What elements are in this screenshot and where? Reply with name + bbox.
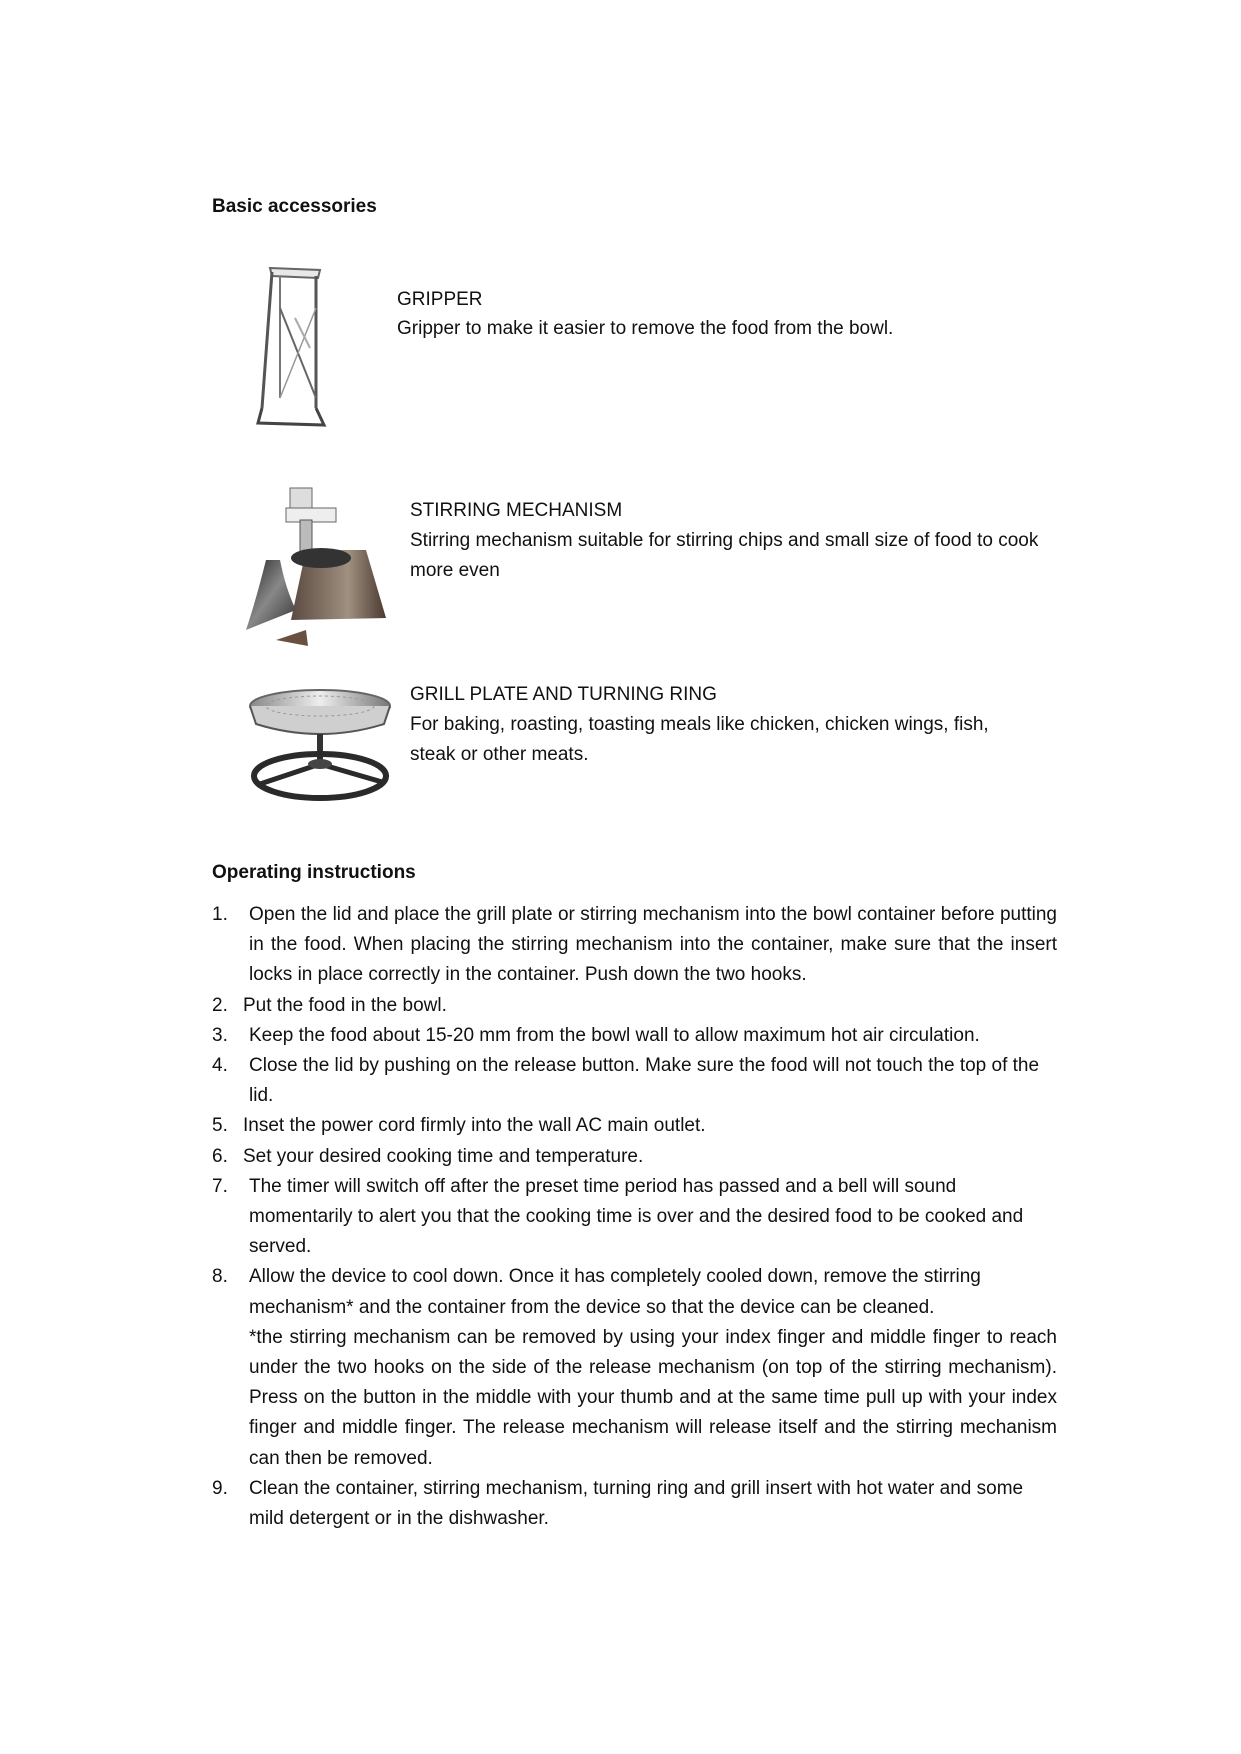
section-heading-basic-accessories: Basic accessories [212,196,377,217]
step-text: The timer will switch off after the preset time period has passed and a bell will sound momentarily to alert you that the cooking time is over and the desired food to be cooked and served. [249,1175,1024,1258]
accessory-desc-stirring-mechanism: Stirring mechanism suitable for stirring chips and small size of food to cook more even [410,530,1039,581]
step-text: Set your desired cooking time and temperature. [243,1145,644,1167]
gripper-image [240,258,380,458]
list-item [212,1262,1057,1473]
operating-steps-list [212,900,1057,1534]
step-number: 5. [212,1115,228,1137]
step-number: 8. [212,1266,228,1288]
step-text: Open the lid and place the grill plate or stirring mechanism into the bowl container before putting in the food. When placing the stirring mechanism into the container, make sure that the insert locks in place correctly in the container. Push down the two hooks. [249,904,1057,986]
accessory-title-stirring-mechanism: STIRRING MECHANISM [410,500,623,521]
step-number: 9. [212,1477,228,1499]
list-item [212,1172,1057,1263]
step-text: Inset the power cord firmly into the wall AC main outlet. [243,1115,706,1137]
step-number: 4. [212,1055,228,1077]
step-note: *the stirring mechanism can be removed by using your index finger and middle finger to reach under the two hooks on the side of the release mechanism (on top of the stirring mechanism). Press on the button in the middle with your thumb and at the same time pull up with your index finger and middle finger. The release mechanism will release itself and the stirring mechanism can then be removed. [249,1326,1057,1469]
grill-plate-image [240,684,400,809]
step-number: 6. [212,1145,228,1167]
list-item [212,1021,1057,1051]
step-number: 1. [212,904,228,925]
step-text: Keep the food about 15-20 mm from the bowl wall to allow maximum hot air circulation. [249,1024,980,1046]
accessory-title-grill-plate: GRILL PLATE AND TURNING RING [410,684,717,705]
list-item [212,1474,1057,1534]
step-number: 7. [212,1175,228,1197]
stirring-mechanism-image [236,480,406,650]
step-text: Close the lid by pushing on the release button. Make sure the food will not touch the top of the lid. [249,1055,1040,1107]
list-item [212,900,1057,991]
accessory-title-gripper: GRIPPER [397,289,483,310]
section-heading-operating-instructions: Operating instructions [212,862,416,883]
step-number: 3. [212,1024,228,1046]
accessory-desc-grill-plate: For baking, roasting, toasting meals like chicken, chicken wings, fish, steak or other meats. [410,714,989,765]
list-item [212,1111,1057,1141]
step-text: Put the food in the bowl. [243,994,447,1016]
accessory-desc-gripper: Gripper to make it easier to remove the food from the bowl. [397,318,894,339]
list-item [212,1142,1057,1172]
step-number: 2. [212,994,228,1016]
list-item [212,991,1057,1021]
step-text: Allow the device to cool down. Once it has completely cooled down, remove the stirring mechanism* and the container from the device so that the device can be cleaned. [249,1266,981,1318]
list-item [212,1051,1057,1111]
step-text: Clean the container, stirring mechanism, turning ring and grill insert with hot water and some mild detergent or in the dishwasher. [249,1477,1024,1530]
